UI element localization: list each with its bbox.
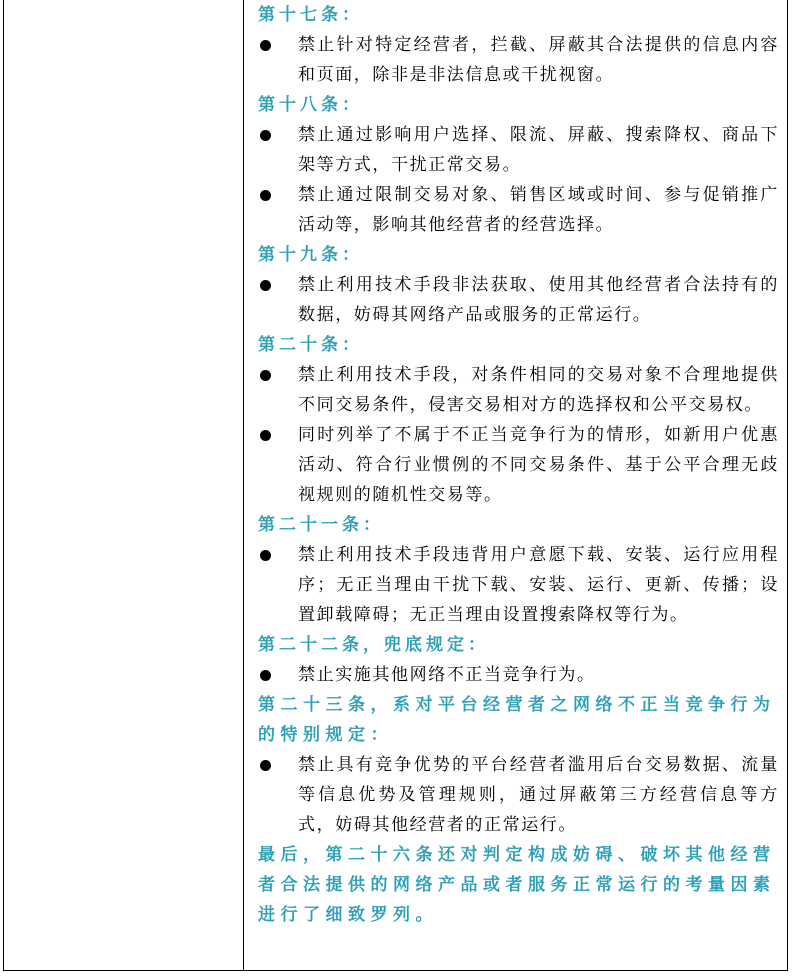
section-heading: 第二十一条： [258,515,384,535]
bullet-icon [260,40,271,51]
bullet-icon [260,760,271,771]
bullet-text: 禁止利用技术手段非法获取、使用其他经营者合法持有的数据，妨碍其网络产品或服务的正常运行。 [298,275,779,325]
bullet-icon [260,280,271,291]
bullet-icon [260,190,271,201]
content-table [3,0,788,971]
closing-paragraph: 最后，第二十六条还对判定构成妨碍、破坏其他经营者合法提供的网络产品或者服务正常运行的考量因素进行了细致罗列。 [258,845,776,925]
left-column-cell [4,0,244,970]
bullet-item [258,750,779,840]
bullet-icon [260,430,271,441]
section-heading: 第二十条： [258,335,363,355]
bullet-item [258,30,779,90]
bullet-icon [260,130,271,141]
bullet-text: 禁止通过影响用户选择、限流、屏蔽、搜索降权、商品下架等方式，干扰正常交易。 [298,125,779,175]
bullet-text: 禁止具有竞争优势的平台经营者滥用后台交易数据、流量等信息优势及管理规则，通过屏蔽第三方经营信息等方式，妨碍其他经营者的正常运行。 [298,755,779,835]
bullet-item [258,660,779,690]
bullet-item [258,420,779,510]
section-heading: 第二十三条，系对平台经营者之网络不正当竞争行为的特别规定： [258,695,776,745]
bullet-text: 禁止通过限制交易对象、销售区域或时间、参与促销推广活动等，影响其他经营者的经营选择。 [298,185,779,235]
section-heading: 第十八条： [258,95,363,115]
section-heading: 第二十二条，兜底规定： [258,635,489,655]
right-column-cell [244,0,787,970]
bullet-item [258,180,779,240]
bullet-text: 禁止针对特定经营者，拦截、屏蔽其合法提供的信息内容和页面，除非是非法信息或干扰视窗。 [298,35,779,85]
bullet-icon [260,370,271,381]
section-heading: 第十七条： [258,5,363,25]
bullet-icon [260,670,271,681]
bullet-item [258,540,779,630]
bullet-item [258,270,779,330]
bullet-text: 同时列举了不属于不正当竞争行为的情形，如新用户优惠活动、符合行业惯例的不同交易条件、基于公平合理无歧视规则的随机性交易等。 [298,425,779,505]
bullet-text: 禁止实施其他网络不正当竞争行为。 [298,665,596,685]
bullet-item [258,120,779,180]
bullet-icon [260,550,271,561]
bullet-item [258,360,779,420]
bullet-text: 禁止利用技术手段违背用户意愿下载、安装、运行应用程序；无正当理由干扰下载、安装、运行、更新、传播；设置卸载障碍；无正当理由设置搜索降权等行为。 [298,545,779,625]
bullet-text: 禁止利用技术手段，对条件相同的交易对象不合理地提供不同交易条件，侵害交易相对方的选择权和公平交易权。 [298,365,779,415]
section-heading: 第十九条： [258,245,363,265]
